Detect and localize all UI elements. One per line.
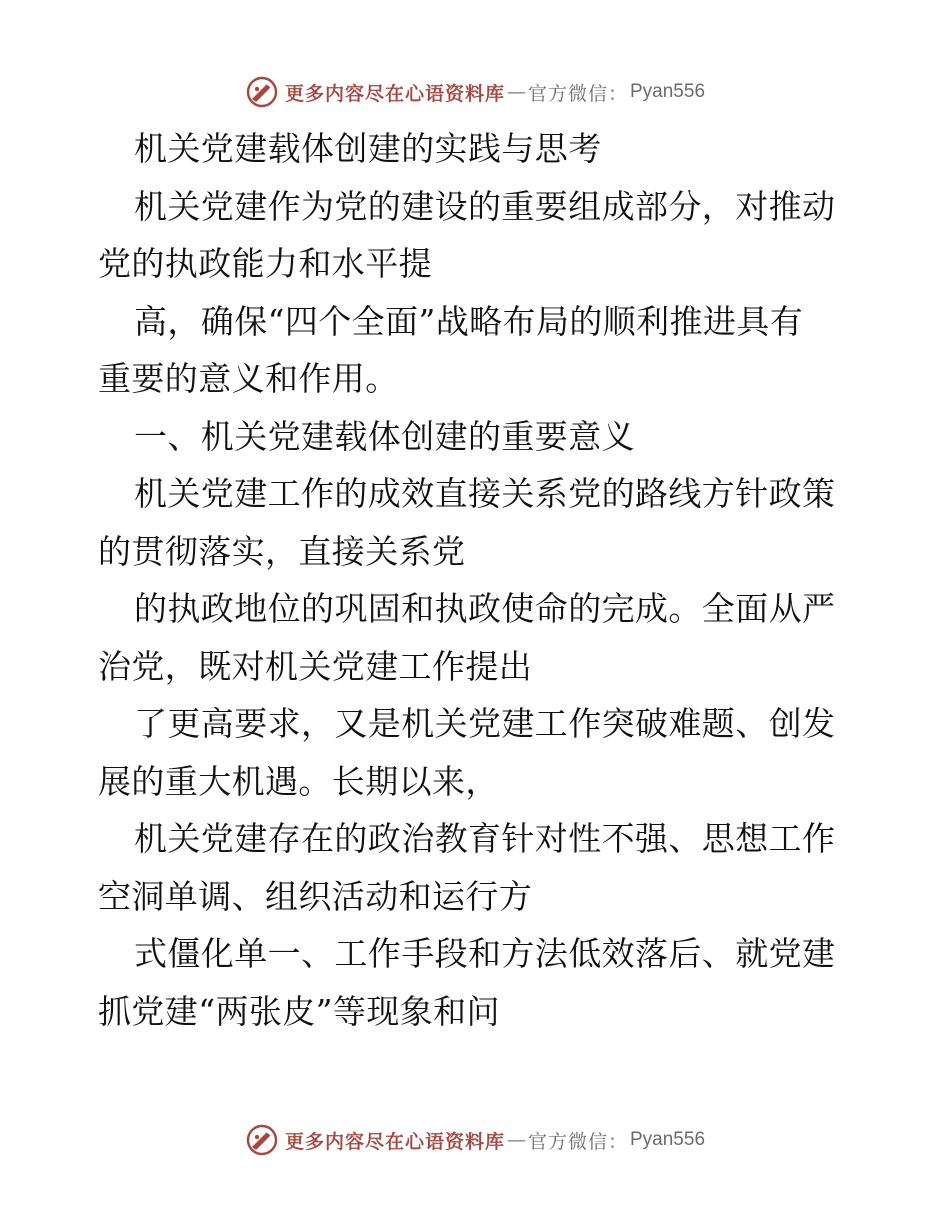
text-line: 机关党建作为党的建设的重要组成部分，对推动 [134, 186, 836, 226]
document-body [98, 120, 858, 1040]
text-line: 的贯彻落实，直接关系党 [98, 531, 466, 571]
footer-banner [0, 1120, 950, 1160]
text-line: 了更高要求，又是机关党建工作突破难题、创发 [134, 704, 836, 743]
header-banner [0, 72, 950, 112]
text-line: 重要的意义和作用。 [98, 359, 399, 398]
text-line: 抓党建“两张皮”等现象和问 [98, 991, 500, 1031]
text-line: 展的重大机遇。长期以来， [98, 761, 499, 801]
text-line: 党的执政能力和水平提 [98, 244, 432, 283]
banner-brand-text: 更多内容尽在心语资料库 [284, 1130, 505, 1153]
text-line: 一、机关党建载体创建的重要意义 [134, 416, 635, 456]
text-line: 式僵化单一、工作手段和方法低效落后、就党建 [134, 934, 836, 973]
text-line: 机关党建存在的政治教育针对性不强、思想工作 [134, 819, 836, 858]
text-line: 空洞单调、组织活动和运行方 [98, 876, 533, 916]
text-line: 机关党建工作的成效直接关系党的路线方针政策 [134, 474, 836, 513]
banner-wechat-id: Pyan556 [630, 1129, 706, 1150]
text-line: 机关党建载体创建的实践与思考 [134, 129, 602, 168]
text-line: 高，确保“四个全面”战略布局的顺利推进具有 [134, 301, 804, 341]
banner-wechat-id: Pyan556 [630, 81, 706, 102]
text-line: 的执政地位的巩固和执政使命的完成。全面从严 [134, 589, 836, 628]
banner-wechat-label: 官方微信： [527, 82, 628, 105]
banner-dash: — [506, 1129, 526, 1151]
banner-dash: — [506, 81, 526, 103]
text-line: 治党，既对机关党建工作提出 [98, 646, 533, 686]
brand-logo-icon [245, 75, 279, 109]
brand-logo-icon [245, 1123, 279, 1157]
banner-brand-text: 更多内容尽在心语资料库 [284, 82, 505, 105]
banner-wechat-label: 官方微信： [527, 1130, 628, 1153]
